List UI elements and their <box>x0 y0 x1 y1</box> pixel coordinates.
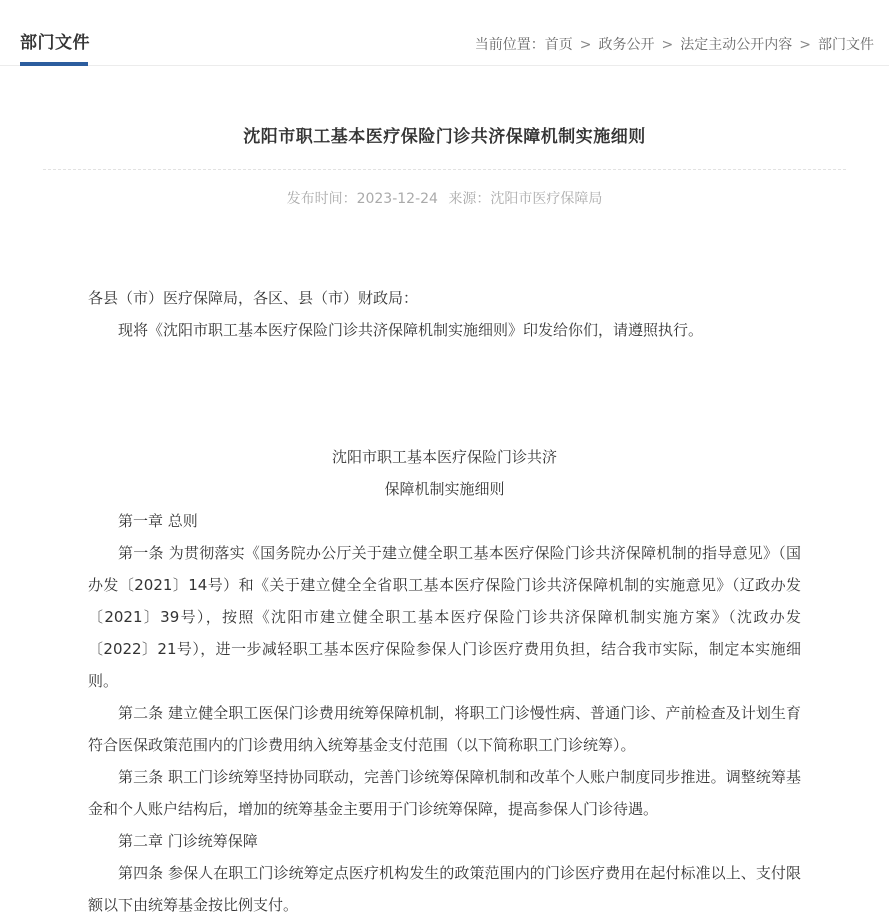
article-body <box>88 282 801 921</box>
article <box>0 126 889 921</box>
article-title: 沈阳市职工基本医疗保险门诊共济保障机制实施细则 <box>243 127 646 147</box>
article-4-paragraph: 第四条 参保人在职工门诊统筹定点医疗机构发生的政策范围内的门诊医疗费用在起付标准以上、支付限额以下由统筹基金按比例支付。 <box>88 864 801 914</box>
article-meta <box>88 189 801 209</box>
article-1-paragraph: 第一条 为贯彻落实《国务院办公厅关于建立健全职工基本医疗保险门诊共济保障机制的指导意见》（国办发〔2021〕14号）和《关于建立健全全省职工基本医疗保险门诊共济保障机制的实施意见》（辽政办发〔2021〕39号），按照《沈阳市建立健全职工基本医疗保险门诊共济保障机制实施方案》（沈政办发〔2022〕21号），进一步减轻职工基本医疗保险参保人门诊医疗费用负担，结合我市实际，制定本实施细则。 <box>88 544 801 690</box>
chapter-1-heading: 第一章 总则 <box>118 512 198 530</box>
breadcrumb-separator: > <box>661 37 674 53</box>
breadcrumb-separator: > <box>579 37 592 53</box>
breadcrumb-link-department-documents[interactable]: 部门文件 <box>818 37 874 53</box>
breadcrumb-link-home[interactable]: 首页 <box>544 37 573 53</box>
article-3-paragraph: 第三条 职工门诊统筹坚持协同联动，完善门诊统筹保障机制和改革个人账户制度同步推进。调整统筹基金和个人账户结构后，增加的统筹基金主要用于门诊统筹保障，提高参保人门诊待遇。 <box>88 768 801 818</box>
page-header <box>0 0 889 66</box>
doc-title-line-1: 沈阳市职工基本医疗保险门诊共济 <box>331 448 557 466</box>
section-title-underline <box>20 62 88 66</box>
breadcrumb <box>475 34 874 54</box>
doc-title-line-2: 保障机制实施细则 <box>384 480 505 498</box>
chapter-2-heading: 第二章 门诊统筹保障 <box>118 832 258 850</box>
salutation-line: 各县（市）医疗保障局，各区、县（市）财政局： <box>88 289 419 307</box>
publish-date: 发布时间：2023-12-24 <box>286 191 438 207</box>
breadcrumb-link-statutory-disclosure[interactable]: 法定主动公开内容 <box>680 37 793 53</box>
section-title: 部门文件 <box>20 33 90 53</box>
breadcrumb-link-gov-affairs[interactable]: 政务公开 <box>598 37 655 53</box>
article-2-paragraph: 第二条 建立健全职工医保门诊费用统筹保障机制，将职工门诊慢性病、普通门诊、产前检查及计划生育符合医保政策范围内的门诊费用纳入统筹基金支付范围（以下简称职工门诊统筹）。 <box>88 704 801 754</box>
source: 来源：沈阳市医疗保障局 <box>448 191 603 207</box>
forwarding-note: 现将《沈阳市职工基本医疗保险门诊共济保障机制实施细则》印发给你们，请遵照执行。 <box>118 321 704 339</box>
breadcrumb-label: 当前位置： <box>474 37 545 53</box>
breadcrumb-separator: > <box>799 37 811 53</box>
title-divider <box>43 169 846 170</box>
